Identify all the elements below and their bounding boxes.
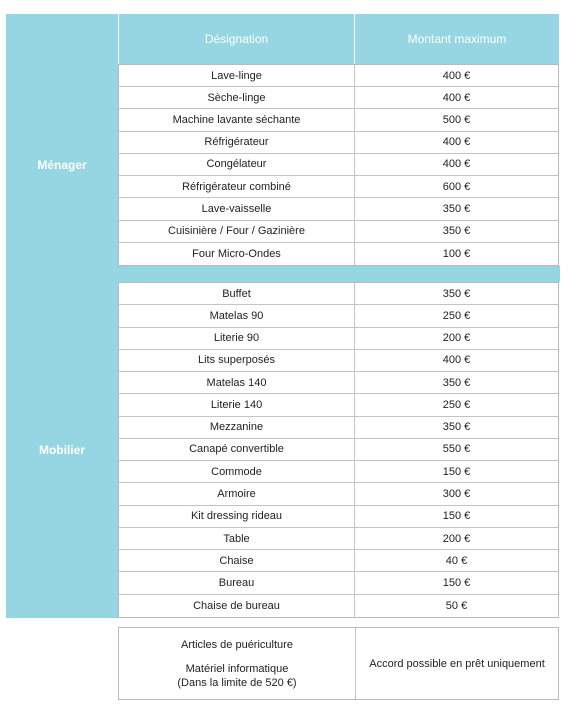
item-amount: 600 € (442, 180, 471, 193)
item-designation: Réfrigérateur (119, 132, 355, 153)
item-amount: 350 € (442, 421, 471, 434)
item-amount: 150 € (442, 510, 471, 523)
group-rows-menager (118, 64, 559, 266)
item-designation: Lave-linge (119, 65, 355, 86)
item-amount: 150 € (442, 465, 471, 478)
group-separator (6, 266, 560, 282)
item-designation: Table (119, 528, 355, 549)
item-amount: 200 € (442, 332, 471, 345)
item-designation: Cuisinière / Four / Gazinière (119, 221, 355, 242)
table-row (119, 350, 558, 372)
item-amount: 400 € (442, 136, 471, 149)
table-row (119, 109, 558, 131)
table-row (119, 572, 558, 594)
table-row (119, 461, 558, 483)
item-designation: Réfrigérateur combiné (119, 176, 355, 197)
table-row (119, 154, 558, 176)
table-row (119, 283, 558, 305)
table-row (119, 305, 558, 327)
item-designation: Matelas 140 (119, 372, 355, 393)
table-row (119, 243, 558, 265)
item-designation: Literie 90 (119, 328, 355, 349)
item-designation: Matelas 90 (119, 305, 355, 326)
table-row (119, 328, 558, 350)
table-row (119, 595, 558, 617)
group-label-menager: Ménager (6, 64, 118, 266)
group-rows-mobilier (118, 282, 559, 618)
item-amount: 100 € (442, 247, 471, 260)
table-row (119, 439, 558, 461)
group-label-mobilier: Mobilier (6, 282, 118, 618)
item-designation: Machine lavante séchante (119, 109, 355, 130)
header-left-blank (6, 14, 118, 64)
item-designation: Four Micro-Ondes (119, 243, 355, 265)
item-designation: Chaise (119, 550, 355, 571)
item-amount: 300 € (442, 488, 471, 501)
table-row (119, 483, 558, 505)
table-row (119, 372, 558, 394)
item-amount: 200 € (442, 532, 471, 545)
table-row (119, 132, 558, 154)
item-amount: 150 € (442, 577, 471, 590)
note-item-childcare: Articles de puériculture (181, 638, 293, 651)
item-designation: Kit dressing rideau (119, 506, 355, 527)
item-designation: Lave-vaisselle (119, 198, 355, 219)
item-designation: Bureau (119, 572, 355, 593)
item-designation: Congélateur (119, 154, 355, 175)
item-amount: 400 € (442, 354, 471, 367)
item-designation: Armoire (119, 483, 355, 504)
item-amount: 550 € (442, 443, 471, 456)
table-row (119, 506, 558, 528)
table-row (119, 417, 558, 439)
item-designation: Canapé convertible (119, 439, 355, 460)
item-amount: 500 € (442, 114, 471, 127)
item-designation: Chaise de bureau (119, 595, 355, 617)
note-result: Accord possible en prêt uniquement (369, 657, 545, 670)
item-amount: 250 € (442, 309, 471, 322)
item-amount: 350 € (442, 287, 471, 300)
note-box (118, 627, 559, 700)
table-row (119, 176, 558, 198)
table-row (119, 87, 558, 109)
header-designation: Désignation (118, 14, 354, 64)
note-item-computer-limit: (Dans la limite de 520 €) (177, 676, 297, 689)
item-amount: 400 € (442, 69, 471, 82)
item-amount: 350 € (442, 202, 471, 215)
item-designation: Buffet (119, 283, 355, 304)
table-row (119, 198, 558, 220)
table-row (119, 550, 558, 572)
note-item-computer: Matériel informatique (185, 662, 289, 675)
item-amount: 400 € (442, 158, 471, 171)
item-amount: 350 € (442, 376, 471, 389)
table-row (119, 528, 558, 550)
header-amount: Montant maximum (354, 14, 559, 64)
item-designation: Commode (119, 461, 355, 482)
table-row (119, 221, 558, 243)
item-designation: Literie 140 (119, 394, 355, 415)
item-designation: Mezzanine (119, 417, 355, 438)
note-items (119, 628, 356, 699)
item-amount: 350 € (442, 225, 471, 238)
table-row (119, 65, 558, 87)
table-row (119, 394, 558, 416)
item-amount: 40 € (445, 554, 468, 567)
item-amount: 250 € (442, 398, 471, 411)
item-amount: 400 € (442, 91, 471, 104)
item-designation: Sèche-linge (119, 87, 355, 108)
item-designation: Lits superposés (119, 350, 355, 371)
item-amount: 50 € (445, 599, 468, 612)
